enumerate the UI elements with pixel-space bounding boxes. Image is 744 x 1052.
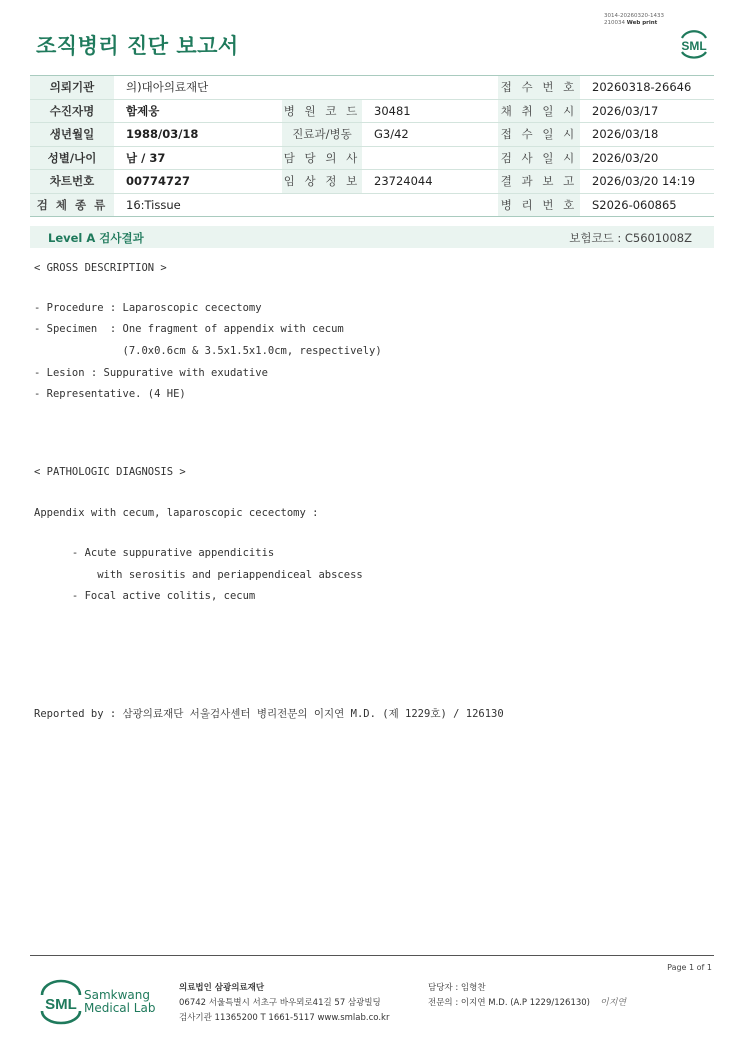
value-clinical-info: 23724044 (362, 170, 498, 194)
svg-text:SML: SML (45, 996, 77, 1013)
staff-info (428, 981, 626, 1011)
value-test-date: 2026/03/20 (580, 146, 714, 170)
svg-text:SML: SML (681, 39, 707, 53)
gross-line: - Procedure : Laparoscopic cecectomy (34, 302, 262, 314)
gross-line: - Lesion : Suppurative with exudative (34, 367, 268, 379)
result-level: Level A 검사결과 (48, 231, 144, 245)
table-row (30, 146, 714, 170)
organization-info (179, 981, 389, 1026)
org-name: 의료법인 삼광의료재단 (179, 983, 265, 993)
label-clinical-info: 임 상 정 보 (282, 170, 362, 194)
result-level-bar (30, 226, 714, 248)
table-row (30, 193, 714, 217)
label-test-date: 검 사 일 시 (498, 146, 580, 170)
reported-by: Reported by : 삼광의료재단 서울검사센터 병리전문의 이지연 M.D. (제 1229호) / 126130 (34, 708, 504, 720)
value-patient-name: 함제웅 (114, 99, 282, 123)
diagnosis-line: with serositis and periappendiceal abscess (34, 569, 363, 581)
brand-name: Samkwang Medical Lab (84, 988, 156, 1015)
page-number: Page 1 of 1 (667, 963, 712, 972)
value-receipt-date: 2026/03/18 (580, 123, 714, 147)
label-sex-age: 성별/나이 (30, 146, 114, 170)
gross-line: (7.0x0.6cm & 3.5x1.5x1.0cm, respectively) (34, 345, 382, 357)
label-pathology-no: 병 리 번 호 (498, 193, 580, 217)
value-chart-no: 00774727 (114, 170, 282, 194)
report-title: 조직병리 진단 보고서 (36, 34, 239, 58)
label-requesting-org: 의뢰기관 (30, 76, 114, 100)
label-specimen-type: 검 체 종 류 (30, 193, 114, 217)
table-row (30, 76, 714, 100)
insurance-code: 보험코드 : C5601008Z (569, 231, 692, 245)
print-code-line: 210034 Web print (604, 20, 658, 26)
table-row (30, 170, 714, 194)
diagnosis-line: - Focal active colitis, cecum (34, 590, 256, 602)
label-result-report: 결 과 보 고 (498, 170, 580, 194)
label-collection-date: 채 취 일 시 (498, 99, 580, 123)
value-pathology-no: S2026-060865 (580, 193, 714, 217)
label-accession-no: 접 수 번 호 (498, 76, 580, 100)
value-birth-date: 1988/03/18 (114, 123, 282, 147)
table-row (30, 99, 714, 123)
diagnosis-heading: < PATHOLOGIC DIAGNOSIS > (34, 466, 186, 478)
label-hospital-code: 병 원 코 드 (282, 99, 362, 123)
gross-line: - Representative. (4 HE) (34, 388, 186, 400)
label-patient-name: 수진자명 (30, 99, 114, 123)
org-address: 06742 서울특별시 서초구 바우뫼로41길 57 삼광빌딩 (179, 998, 381, 1008)
value-physician (362, 146, 498, 170)
value-department: G3/42 (362, 123, 498, 147)
sml-logo-icon (36, 979, 86, 1025)
gross-heading: < GROSS DESCRIPTION > (34, 262, 167, 274)
print-meta (604, 13, 664, 27)
pathologist: 전문의 : 이지연 M.D. (A.P 1229/126130) (428, 998, 590, 1008)
value-hospital-code: 30481 (362, 99, 498, 123)
signature: 이지연 (600, 998, 627, 1008)
print-id: 3014-20260320-1433 (604, 13, 664, 19)
table-row (30, 123, 714, 147)
value-requesting-org: 의)대아의료재단 (114, 76, 498, 100)
label-department: 진료과/병동 (282, 123, 362, 147)
label-physician: 담 당 의 사 (282, 146, 362, 170)
diagnosis-line: - Acute suppurative appendicitis (34, 547, 275, 559)
label-receipt-date: 접 수 일 시 (498, 123, 580, 147)
gross-line: - Specimen : One fragment of appendix with cecum (34, 323, 344, 335)
org-contact: 검사기관 11365200 T 1661-5117 www.smlab.co.kr (179, 1013, 390, 1023)
value-accession-no: 20260318-26646 (580, 76, 714, 100)
footer-divider (30, 955, 714, 956)
value-specimen-type: 16:Tissue (114, 193, 498, 217)
sml-logo-icon (674, 26, 714, 62)
value-sex-age: 남 / 37 (114, 146, 282, 170)
value-collection-date: 2026/03/17 (580, 99, 714, 123)
label-birth-date: 생년월일 (30, 123, 114, 147)
label-chart-no: 차트번호 (30, 170, 114, 194)
diagnosis-intro: Appendix with cecum, laparoscopic cecectomy : (34, 507, 319, 519)
staff-in-charge: 담당자 : 임형찬 (428, 983, 486, 993)
value-result-report: 2026/03/20 14:19 (580, 170, 714, 194)
patient-info-table (30, 75, 714, 217)
